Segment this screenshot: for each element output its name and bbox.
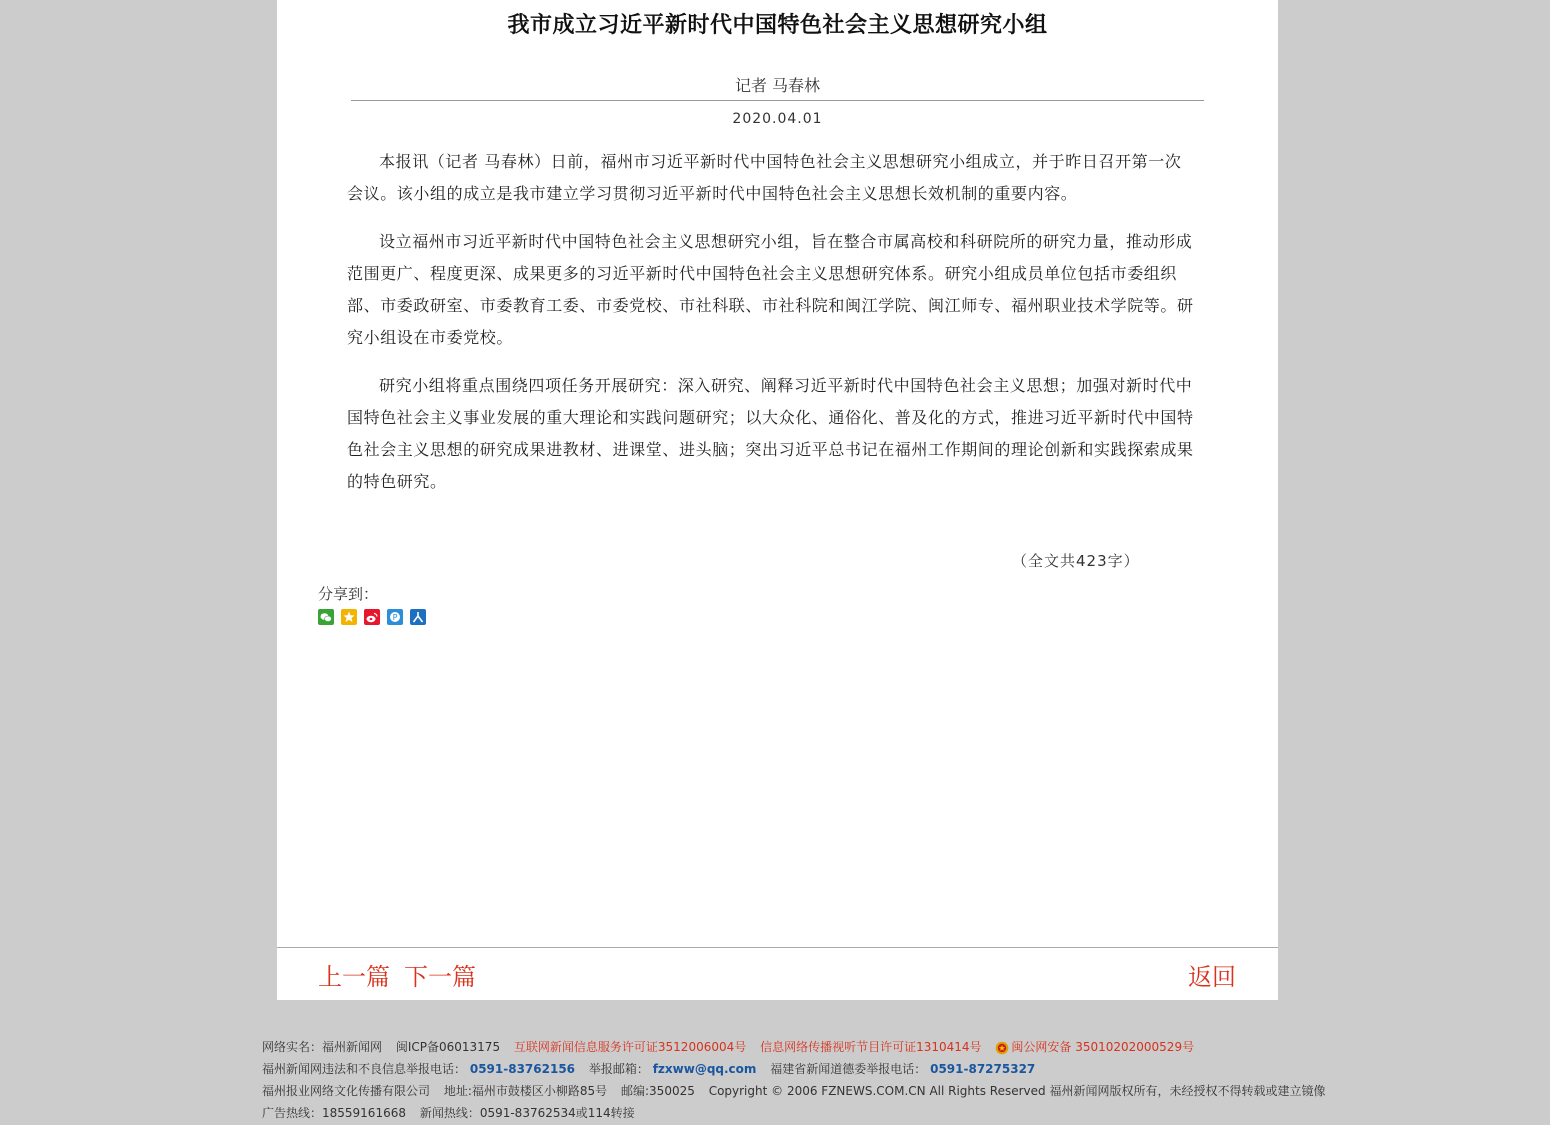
article-date: 2020.04.01 — [732, 111, 823, 127]
footer-row-hotline — [262, 1102, 1362, 1124]
footer-report-phone: 0591-83762156 — [469, 1062, 576, 1076]
footer-company: 福州报业网络文化传播有限公司 — [262, 1084, 431, 1098]
back-link[interactable]: 返回 — [1188, 963, 1236, 991]
footer-copyright: Copyright © 2006 FZNEWS.COM.CN All Rights Reserved 福州新闻网版权所有，未经授权不得转载或建立镜像 — [708, 1084, 1326, 1098]
footer-ad-hotline: 广告热线：18559161668 — [262, 1106, 406, 1120]
footer-ethics-phone: 0591-87275327 — [930, 1062, 1036, 1076]
share-label: 分享到： — [318, 585, 379, 603]
nav-divider — [277, 947, 1278, 948]
qzone-icon[interactable] — [341, 609, 357, 625]
pengyou-icon[interactable] — [387, 609, 403, 625]
next-article-link[interactable]: 下一篇 — [404, 963, 476, 991]
article-title: 我市成立习近平新时代中国特色社会主义思想研究小组 — [507, 13, 1048, 38]
renren-icon[interactable] — [410, 609, 426, 625]
footer-email-label: 举报邮箱： — [588, 1062, 649, 1076]
footer-real-name: 网络实名：福州新闻网 — [262, 1040, 383, 1054]
footer-news-license[interactable]: 互联网新闻信息服务许可证3512006004号 — [513, 1040, 747, 1054]
footer-icp[interactable]: 闽ICP备06013175 — [395, 1040, 501, 1054]
footer-report-email[interactable]: fzxww@qq.com — [652, 1062, 757, 1076]
wechat-icon[interactable] — [318, 609, 334, 625]
article-paragraph: 研究小组将重点围绕四项任务开展研究：深入研究、阐释习近平新时代中国特色社会主义思想；加强对新时代中国特色社会主义事业发展的重大理论和实践问题研究；以大众化、通俗化、普及化的方式，推进习近平新时代中国特色社会主义思想的研究成果进教材、进课堂、进头脑；突出习近平总书记在福州工作期间的理论创新和实践探索成果的特色研究。 — [347, 376, 1194, 491]
site-footer — [262, 1036, 1362, 1124]
weibo-icon[interactable] — [364, 609, 380, 625]
footer-address: 地址:福州市鼓楼区小柳路85号 — [443, 1084, 608, 1098]
share-icon-bar — [318, 609, 426, 625]
title-divider — [351, 100, 1204, 101]
word-count: （全文共423字） — [1012, 552, 1140, 570]
article-paragraph: 本报讯（记者 马春林）日前，福州市习近平新时代中国特色社会主义思想研究小组成立，并于昨日召开第一次会议。该小组的成立是我市建立学习贯彻习近平新时代中国特色社会主义思想长效机制的重要内容。 — [347, 152, 1182, 203]
footer-report-label: 福州新闻网违法和不良信息举报电话： — [262, 1062, 467, 1076]
article-paper — [277, 0, 1278, 1000]
footer-row-license — [262, 1036, 1362, 1058]
footer-police-text: 闽公网安备 35010202000529号 — [1011, 1040, 1195, 1054]
article-author: 记者 马春林 — [734, 76, 821, 95]
police-badge-icon — [995, 1041, 1009, 1055]
footer-row-report — [262, 1058, 1362, 1080]
footer-row-company — [262, 1080, 1362, 1102]
prev-article-link[interactable]: 上一篇 — [318, 963, 390, 991]
footer-av-license[interactable]: 信息网络传播视听节目许可证1310414号 — [760, 1040, 982, 1054]
footer-ethics-label: 福建省新闻道德委举报电话： — [770, 1062, 927, 1076]
footer-news-hotline: 新闻热线：0591-83762534或114转接 — [419, 1106, 635, 1120]
footer-postcode: 邮编:350025 — [621, 1084, 695, 1098]
article-paragraph: 设立福州市习近平新时代中国特色社会主义思想研究小组，旨在整合市属高校和科研院所的研究力量，推动形成范围更广、程度更深、成果更多的习近平新时代中国特色社会主义思想研究体系。研究小组成员单位包括市委组织部、市委政研室、市委教育工委、市委党校、市社科联、市社科院和闽江学院、闽江师专、福州职业技术学院等。研究小组设在市委党校。 — [347, 232, 1194, 347]
article-body — [347, 146, 1195, 514]
svg-text:P: P — [392, 613, 398, 622]
footer-police-record[interactable] — [995, 1040, 1204, 1054]
